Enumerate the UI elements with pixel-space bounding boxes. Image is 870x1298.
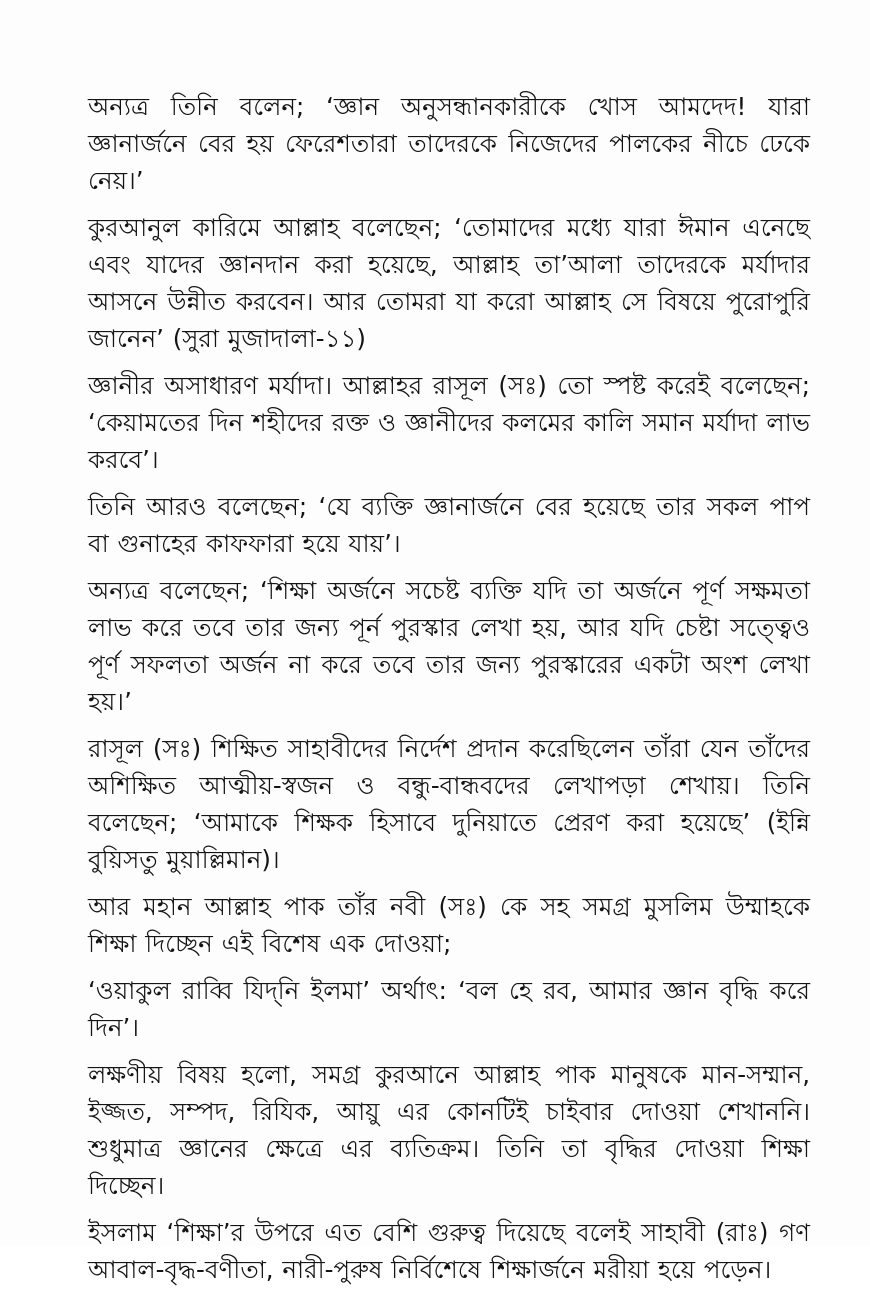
- paragraph-1: অন্যত্র তিনি বলেন; ‘জ্ঞান অনুসন্ধানকারীকে খোস আমদেদ! যারা জ্ঞানার্জনে বের হয় ফেরেশতারা তাদেরকে নিজেদের পালকের নীচে ঢেকে নেয়।’: [88, 92, 810, 195]
- paragraph-3: জ্ঞানীর অসাধারণ মর্যাদা। আল্লাহর রাসূল (সঃ) তো স্পষ্ট করেই বলেছেন; ‘কেয়ামতের দিন শহীদের রক্ত ও জ্ঞানীদের কলমের কালি সমান মর্যাদা লাভ করবে’।: [88, 371, 810, 474]
- paragraph-10: ইসলাম ‘শিক্ষা’র উপরে এত বেশি গুরুত্ব দিয়েছে বলেই সাহাবী (রাঃ) গণ আবাল-বৃদ্ধ-বণীতা, নারী-পুরুষ নির্বিশেষে শিক্ষার্জনে মরীয়া হয়ে পড়েন।: [88, 1218, 810, 1284]
- paragraph-5: অন্যত্র বলেছেন; ‘শিক্ষা অর্জনে সচেষ্ট ব্যক্তি যদি তা অর্জনে পূর্ণ সক্ষমতা লাভ করে তবে তার জন্য পূর্ন পুরস্কার লেখা হয়, আর যদি চেষ্টা সত্ত্বেও পূর্ণ সফলতা অর্জন না করে তবে তার জন্য পুরস্কারের একটা অংশ লেখা হয়।’: [88, 576, 810, 716]
- paragraph-8: ‘ওয়াকুল রাব্বি যিদ্‌নি ইলমা’ অর্থাৎ: ‘বল হে রব, আমার জ্ঞান বৃদ্ধি করে দিন’।: [88, 976, 810, 1042]
- page-body: [88, 88, 810, 1298]
- paragraph-2: কুরআনুল কারিমে আল্লাহ বলেছেন; ‘তোমাদের মধ্যে যারা ঈমান এনেছে এবং যাদের জ্ঞানদান করা হয়েছে, আল্লাহ তা’আলা তাদেরকে মর্যাদার আসনে উন্নীত করবেন। আর তোমরা যা করো আল্লাহ সে বিষয়ে পুরোপুরি জানেন’ (সুরা মুজাদালা-১১): [88, 213, 810, 353]
- paragraph-4: তিনি আরও বলেছেন; ‘যে ব্যক্তি জ্ঞানার্জনে বের হয়েছে তার সকল পাপ বা গুনাহের কাফফারা হয়ে যায়’।: [88, 492, 810, 558]
- paragraph-6: রাসূল (সঃ) শিক্ষিত সাহাবীদের নির্দেশ প্রদান করেছিলেন তাঁরা যেন তাঁদের অশিক্ষিত আত্মীয়-স্বজন ও বন্ধু-বান্ধবদের লেখাপড়া শেখায়। তিনি বলেছেন; ‘আমাকে শিক্ষক হিসাবে দুনিয়াতে প্রেরণ করা হয়েছে’ (ইন্নি বুয়িসতু মুয়াল্লিমান)।: [88, 734, 810, 874]
- paragraph-7: আর মহান আল্লাহ পাক তাঁর নবী (সঃ) কে সহ সমগ্র মুসলিম উম্মাহকে শিক্ষা দিচ্ছেন এই বিশেষ এক দোওয়া;: [88, 892, 810, 958]
- paragraph-9: লক্ষণীয় বিষয় হলো, সমগ্র কুরআনে আল্লাহ পাক মানুষকে মান-সম্মান, ইজ্জত, সম্পদ, রিযিক, আয়ু এর কোনটিই চাইবার দোওয়া শেখাননি। শুধুমাত্র জ্ঞানের ক্ষেত্রে এর ব্যতিক্রম। তিনি তা বৃদ্ধির দোওয়া শিক্ষা দিচ্ছেন।: [88, 1060, 810, 1200]
